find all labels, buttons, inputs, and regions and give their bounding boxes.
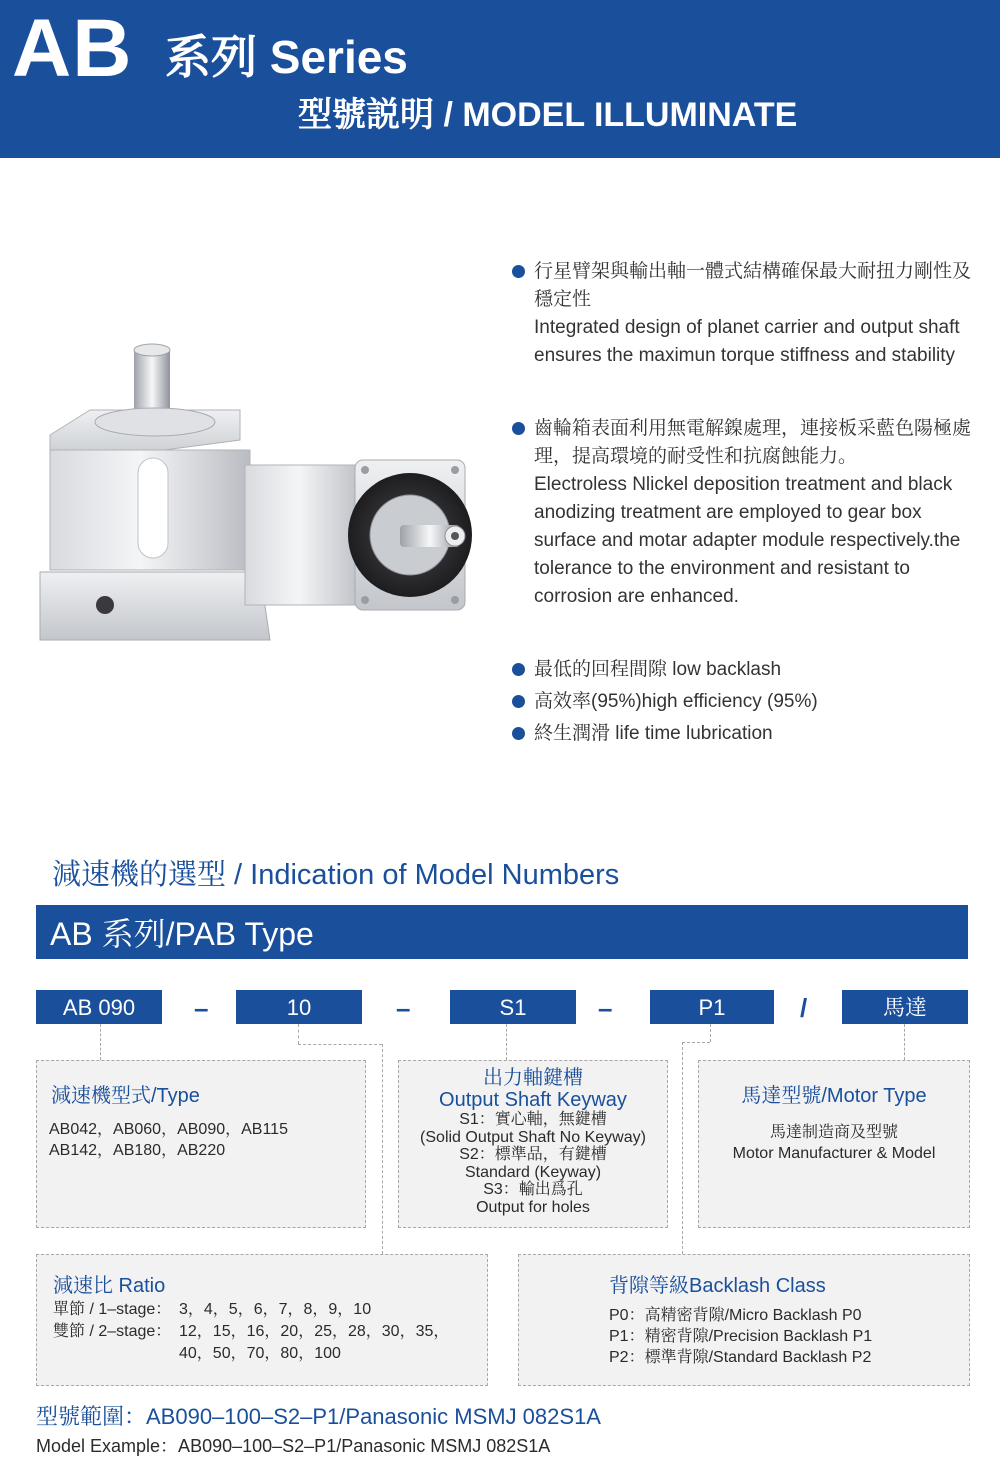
type-bar	[36, 905, 968, 959]
keyway-box-title-cn: 出力軸鍵槽	[483, 1067, 583, 1089]
keyway-box-title-en: Output Shaft Keyway	[439, 1089, 627, 1111]
feature-item	[510, 688, 980, 716]
model-example-cn: 型號範圍：AB090–100–S2–P1/Panasonic MSMJ 082S1A	[36, 1404, 601, 1429]
backlash-box-line: P1：精密背隙/Precision Backlash P1	[609, 1328, 873, 1345]
motor-box-line: Motor Manufacturer & Model	[732, 1145, 936, 1162]
keyway-box-line: (Solid Output Shaft No Keyway)	[420, 1128, 646, 1146]
model-example-en: Model Example：AB090–100–S2–P1/Panasonic MSMJ 082S1A	[36, 1436, 551, 1456]
connector-line	[298, 1044, 382, 1045]
keyway-info-box	[398, 1060, 668, 1228]
ratio-stage1-values: 3，4，5，6，7，8，9，10	[179, 1301, 372, 1318]
motor-box-title: 馬達型號/Motor Type	[741, 1085, 927, 1107]
feature-text-cn: 齒輪箱表面利用無電解鎳處理，連接板采藍色陽極處理，提高環境的耐受性和抗腐蝕能力。	[534, 418, 972, 467]
feature-text-en: Integrated design of planet carrier and output shaft ensures the maximun torque stiffness and stability	[534, 317, 960, 366]
type-box-title: 減速機型式/Type	[51, 1085, 200, 1107]
type-bar-label: AB 系列/PAB Type	[50, 916, 314, 952]
connector-line	[710, 1024, 711, 1042]
page-subtitle: 型號説明 / MODEL ILLUMINATE	[298, 96, 798, 134]
feature-text-en: Electroless Nlickel deposition treatment and black anodizing treatment are employed to gear box surface and motar adapter module respectively.the tolerance to the environment and resistant to corrosion are enhanced.	[534, 474, 961, 607]
keyway-box-line: S2：標準品，有鍵槽	[459, 1146, 607, 1163]
code-separator: –	[194, 993, 209, 1023]
feature-item	[510, 720, 980, 748]
section-title: 減速機的選型 / Indication of Model Numbers	[52, 859, 620, 891]
code-part-backlash: P1	[650, 990, 774, 1024]
connector-line	[682, 1042, 683, 1254]
backlash-box-line: P0：高精密背隙/Micro Backlash P0	[609, 1307, 862, 1324]
keyway-box-line: S3：輸出爲孔	[483, 1181, 583, 1198]
code-part-ratio: 10	[236, 990, 362, 1024]
bullet-icon	[512, 727, 525, 740]
backlash-box-line: P2：標準背隙/Standard Backlash P2	[609, 1349, 872, 1366]
series-title: 系列 Series	[165, 31, 408, 83]
feature-text: 最低的回程間隙 low backlash	[534, 659, 782, 680]
type-info-box	[36, 1060, 366, 1228]
feature-text: 高效率(95%)high efficiency (95%)	[534, 691, 818, 712]
code-part-motor: 馬達	[842, 990, 968, 1024]
motor-info-box	[698, 1060, 970, 1228]
connector-line	[506, 1024, 507, 1060]
ratio-box-title: 減速比 Ratio	[53, 1275, 166, 1297]
code-part-keyway: S1	[450, 990, 576, 1024]
connector-line	[298, 1024, 299, 1044]
bullet-icon	[512, 695, 525, 708]
ratio-stage2-label: 雙節 / 2–stage：	[53, 1323, 172, 1340]
ratio-stage1-label: 單節 / 1–stage：	[53, 1301, 172, 1318]
connector-line	[100, 1024, 101, 1060]
ratio-info-box	[36, 1254, 488, 1386]
gearbox-product-image	[30, 340, 480, 660]
backlash-box-title: 背隙等級Backlash Class	[609, 1275, 826, 1297]
type-box-line: AB042，AB060，AB090，AB115	[49, 1121, 288, 1138]
motor-box-line: 馬達制造商及型號	[769, 1124, 898, 1141]
feature-item	[510, 656, 980, 684]
ratio-stage2-values-cont: 40，50，70，80，100	[179, 1345, 341, 1362]
header-banner	[0, 0, 1000, 158]
keyway-box-line: Output for holes	[476, 1198, 590, 1216]
feature-item	[510, 258, 980, 370]
bullet-icon	[512, 265, 525, 278]
bullet-icon	[512, 663, 525, 676]
feature-text-cn: 行星臂架與輸出軸一體式結構確保最大耐扭力剛性及穩定性	[534, 261, 972, 310]
code-separator: /	[800, 993, 808, 1023]
feature-item	[510, 415, 980, 611]
type-box-line: AB142，AB180，AB220	[49, 1142, 226, 1159]
bullet-icon	[512, 422, 525, 435]
connector-line	[382, 1044, 383, 1254]
feature-text: 終生潤滑 life time lubrication	[534, 723, 773, 744]
connector-line	[682, 1042, 710, 1043]
code-separator: –	[598, 993, 613, 1023]
series-logo-text: AB	[12, 3, 133, 94]
keyway-box-line: S1：實心軸，無鍵槽	[459, 1111, 607, 1128]
backlash-info-box	[518, 1254, 970, 1386]
code-separator: –	[396, 993, 411, 1023]
code-part-type: AB 090	[36, 990, 162, 1024]
ratio-stage2-values: 12，15，16，20，25，28，30，35，	[179, 1323, 450, 1340]
feature-list	[510, 258, 980, 752]
keyway-box-line: Standard (Keyway)	[464, 1163, 602, 1181]
connector-line	[904, 1024, 905, 1060]
